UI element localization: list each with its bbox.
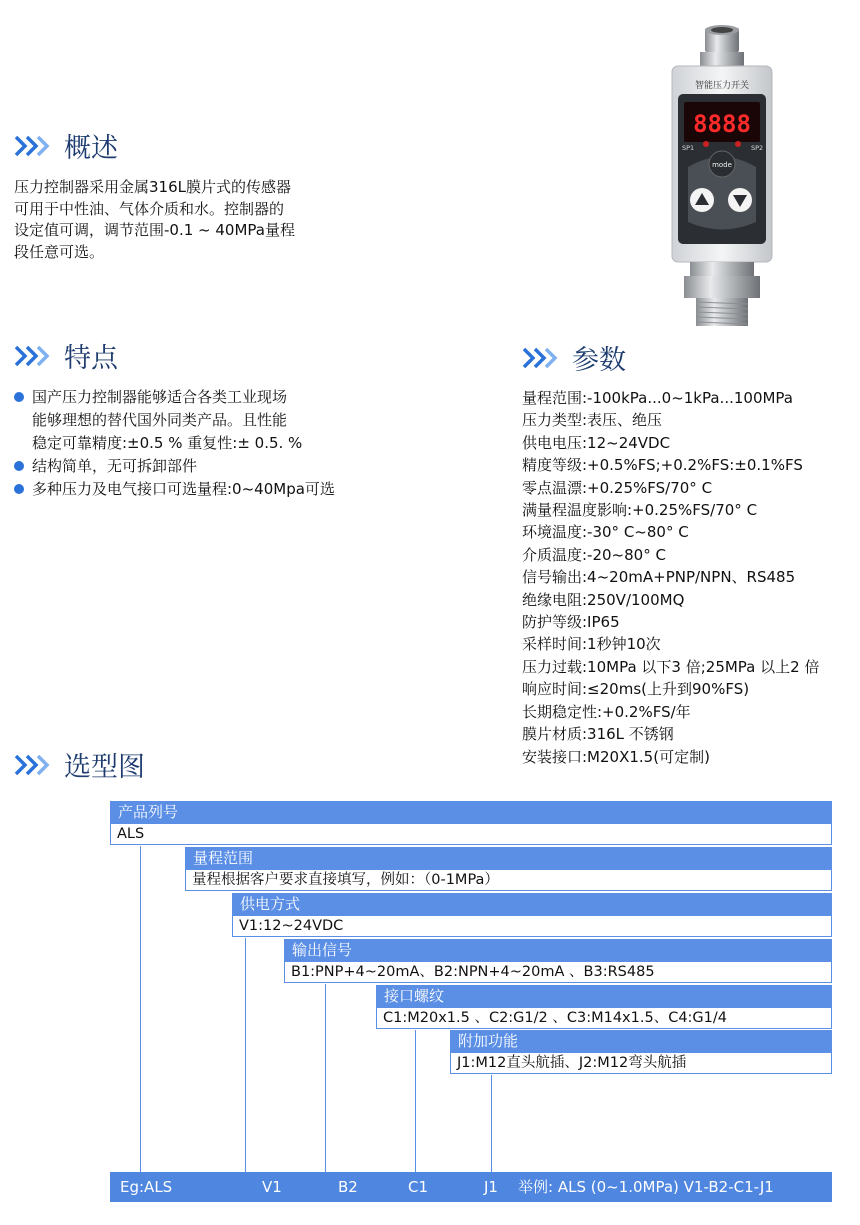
connector-line	[325, 984, 326, 1172]
features-title: 特点	[64, 343, 118, 374]
overview-line: 压力控制器采用金属316L膜片式的传感器	[14, 178, 291, 196]
feature-line: 国产压力控制器能够适合各类工业现场	[32, 388, 288, 406]
param-item: 压力过载:10MPa 以下3 倍;25MPa 以上2 倍	[522, 657, 820, 676]
param-item: 精度等级:+0.5%FS;+0.2%FS:±0.1%FS	[522, 456, 803, 475]
example-eg: Eg:ALS	[120, 1178, 173, 1196]
feature-line: 结构简单，无可拆卸部件	[32, 457, 198, 475]
param-item: 供电电压:12~24VDC	[522, 433, 671, 452]
overview-heading	[14, 126, 118, 165]
example-text: 举例: ALS (0~1.0MPa) V1-B2-C1-J1	[518, 1178, 774, 1196]
pressure-switch-image	[660, 22, 785, 332]
param-item: 膜片材质:316L 不锈钢	[522, 725, 674, 744]
device-display: 8888	[693, 110, 751, 138]
feature-line: 稳定可靠精度:±0.5 % 重复性:± 0.5. %	[32, 434, 303, 452]
example-bar	[110, 1172, 832, 1202]
params-heading	[522, 338, 626, 377]
param-item: 绝缘电阻:250V/100MQ	[522, 590, 685, 609]
overview-title: 概述	[64, 133, 118, 164]
selection-title: 选型图	[64, 752, 145, 783]
overview-line: 可用于中性油、气体介质和水。控制器的	[14, 199, 285, 218]
selection-row-header: 附加功能	[450, 1030, 832, 1052]
feature-line: 多种压力及电气接口可选量程:0~40Mpa可选	[32, 480, 335, 498]
param-item: 防护等级:IP65	[522, 613, 620, 632]
param-item: 介质温度:-20~80° C	[522, 545, 666, 564]
features-list	[14, 386, 335, 501]
param-item: 压力类型:表压、绝压	[522, 411, 663, 430]
selection-heading	[14, 745, 145, 784]
overview-line: 设定值可调，调节范围-0.1 ~ 40MPa量程	[14, 221, 295, 239]
selection-row-header: 供电方式	[232, 893, 832, 915]
sp2-label: SP2	[751, 144, 764, 152]
selection-row-value: V1:12~24VDC	[232, 915, 832, 937]
bullet-dot-icon	[14, 484, 24, 494]
features-heading	[14, 336, 118, 375]
selection-row-header: 量程范围	[185, 847, 832, 869]
param-item: 响应时间:≤20ms(上升到90%FS)	[522, 680, 750, 699]
params-list	[522, 387, 819, 768]
list-item	[14, 455, 335, 478]
connector-line	[245, 938, 246, 1172]
param-item: 量程范围:-100kPa...0~1kPa...100MPa	[522, 389, 793, 407]
overview-line: 段任意可选。	[14, 242, 105, 261]
double-chevron-icon	[14, 133, 58, 159]
bullet-dot-icon	[14, 392, 24, 402]
selection-row-header: 接口螺纹	[376, 985, 832, 1007]
selection-row-header: 输出信号	[284, 939, 832, 961]
example-j: J1	[484, 1178, 498, 1196]
example-c: C1	[408, 1178, 429, 1196]
param-item: 长期稳定性:+0.2%FS/年	[522, 702, 691, 721]
list-item	[14, 478, 335, 501]
example-v: V1	[262, 1178, 282, 1196]
selection-row-value: C1:M20x1.5 、C2:G1/2 、C3:M14x1.5、C4:G1/4	[376, 1007, 832, 1029]
param-item: 零点温漂:+0.25%FS/70° C	[522, 478, 713, 497]
param-item: 环境温度:-30° C~80° C	[522, 523, 689, 542]
selection-row-value: 量程根据客户要求直接填写，例如：（0-1MPa）	[185, 869, 832, 891]
double-chevron-icon	[14, 752, 58, 778]
list-item	[14, 386, 335, 409]
selection-row-header: 产品列号	[110, 801, 832, 823]
param-item: 信号输出:4~20mA+PNP/NPN、RS485	[522, 568, 796, 587]
param-item: 采样时间:1秒钟10次	[522, 635, 661, 654]
selection-row-value: J1:M12直头航插、J2:M12弯头航插	[450, 1052, 832, 1074]
double-chevron-icon	[14, 343, 58, 369]
sp1-label: SP1	[682, 144, 695, 152]
connector-line	[140, 846, 141, 1172]
connector-line	[415, 1030, 416, 1172]
bullet-dot-icon	[14, 461, 24, 471]
param-item: 满量程温度影响:+0.25%FS/70° C	[522, 501, 758, 520]
selection-row-value: B1:PNP+4~20mA、B2:NPN+4~20mA 、B3:RS485	[284, 961, 832, 983]
connector-line	[491, 1075, 492, 1172]
double-chevron-icon	[522, 345, 566, 371]
param-item: 安装接口:M20X1.5(可定制)	[522, 747, 710, 766]
overview-text	[14, 177, 295, 263]
example-b: B2	[338, 1178, 358, 1196]
selection-row-value: ALS	[110, 823, 832, 845]
device-label: 智能压力开关	[694, 81, 750, 91]
mode-button-label: mode	[712, 161, 732, 169]
params-title: 参数	[572, 345, 626, 376]
feature-line: 能够理想的替代国外同类产品。且性能	[32, 411, 288, 429]
